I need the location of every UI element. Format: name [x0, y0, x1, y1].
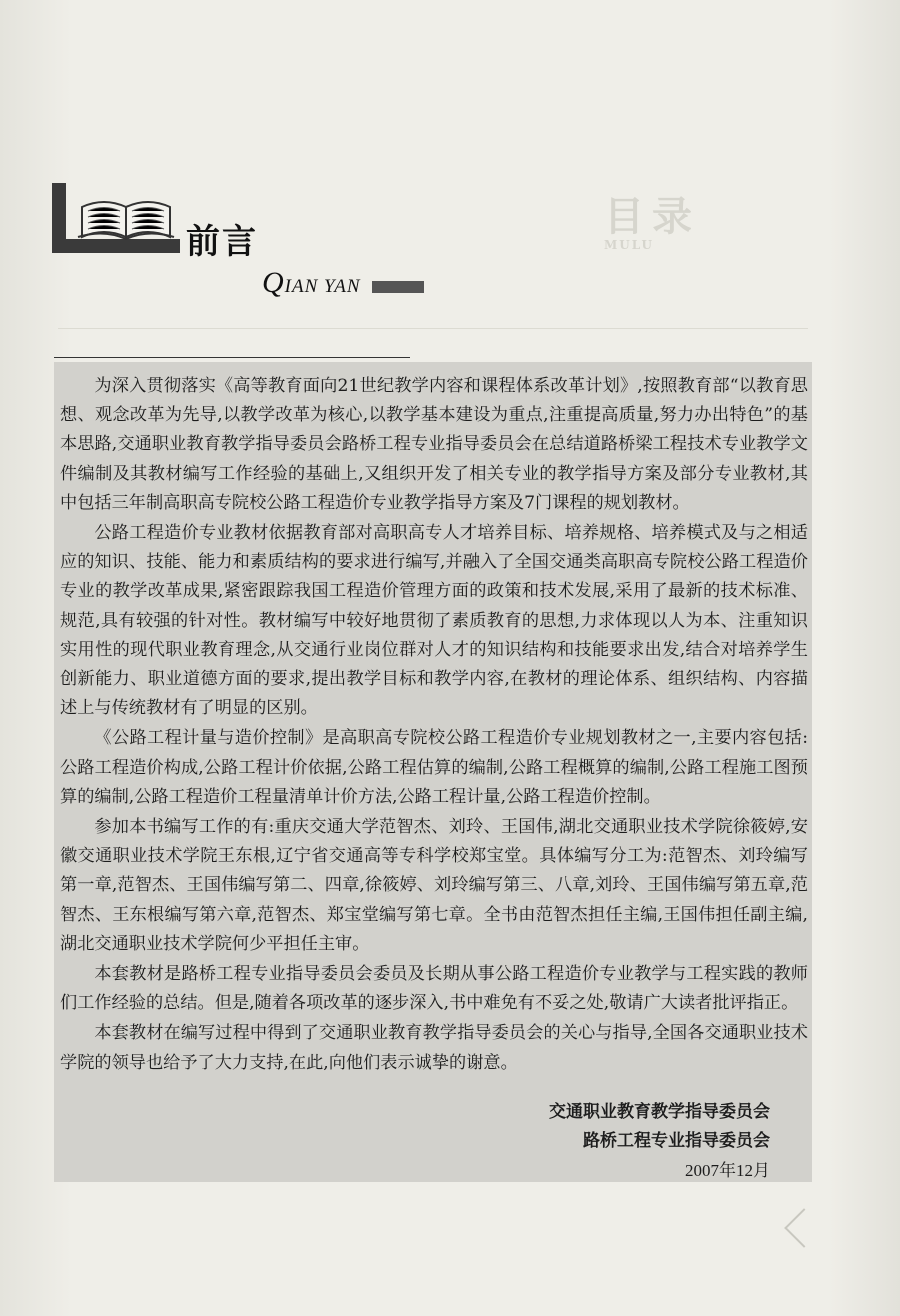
- signature-date: 2007年12月: [685, 1161, 770, 1180]
- bleed-through-text: 目录 MULU: [604, 193, 700, 252]
- open-book-icon: [74, 193, 178, 241]
- title-accent-bar: [372, 281, 424, 293]
- paragraph: 本套教材是路桥工程专业指导委员会委员及长期从事公路工程造价专业教学与工程实践的教师们工作经验的总结。但是,随着各项改革的逐步深入,书中难免有不妥之处,敬请广大读者批评指正。: [60, 964, 808, 1014]
- header-emblem: [52, 183, 180, 253]
- paragraph: 《公路工程计量与造价控制》是高职高专院校公路工程造价专业规划教材之一,主要内容包括:公路工程造价构成,公路工程计价依据,公路工程估算的编制,公路工程概算的编制,公路工程施工图预算的编制,公路工程造价工程量清单计价方法,公路工程计量,公路工程造价控制。: [60, 728, 808, 807]
- signature-org-1: 交通职业教育教学指导委员会: [549, 1102, 770, 1122]
- pinyin-rest: IAN YAN: [284, 276, 361, 297]
- emblem-horizontal-bar: [52, 239, 180, 253]
- page-title: 前言: [186, 222, 258, 262]
- divider-rule: [54, 357, 410, 358]
- paragraph: 公路工程造价专业教材依据教育部对高职高专人才培养目标、培养规格、培养模式及与之相适应的知识、技能、能力和素质结构的要求进行编写,并融入了全国交通类高职高专院校公路工程造价专业的教学改革成果,紧密跟踪我国工程造价管理方面的政策和技术发展,采用了最新的技术标准、规范,具有较强的针对性。教材编写中较好地贯彻了素质教育的思想,力求体现以人为本、注重知识实用性的现代职业教育理念,从交通行业岗位群对人才的知识结构和技能要求出发,结合对培养学生创新能力、职业道德方面的要求,提出教学目标和教学内容,在教材的理论体系、组织结构、内容描述上与传统教材有了明显的区别。: [60, 523, 808, 719]
- paragraph: 为深入贯彻落实《高等教育面向21世纪教学内容和课程体系改革计划》,按照教育部“以教育思想、观念改革为先导,以教学改革为核心,以教学基本建设为重点,注重提高质量,努力办出特色”的基本思路,交通职业教育教学指导委员会路桥工程专业指导委员会在总结道路桥梁工程技术专业教学文件编制及其教材编写工作经验的基础上,又组织开发了相关专业的教学指导方案及部分专业教材,其中包括三年制高职高专院校公路工程造价专业教学指导方案及7门课程的规划教材。: [60, 376, 808, 513]
- pinyin-initial: Q: [262, 266, 285, 299]
- signature-block: [549, 1098, 770, 1185]
- paragraph: 参加本书编写工作的有:重庆交通大学范智杰、刘玲、王国伟,湖北交通职业技术学院徐筱婷,安徽交通职业技术学院王东根,辽宁省交通高等专科学校郑宝堂。具体编写分工为:范智杰、刘玲编写第一章,范智杰、王国伟编写第二、四章,徐筱婷、刘玲编写第三、八章,刘玲、王国伟编写第五章,范智杰、王东根编写第六章,范智杰、郑宝堂编写第七章。全书由范智杰担任主编,王国伟担任副主编,湖北交通职业技术学院何少平担任主审。: [60, 817, 808, 954]
- page-title-pinyin: [262, 266, 361, 300]
- signature-org-2: 路桥工程专业指导委员会: [583, 1131, 770, 1151]
- paragraph: 本套教材在编写过程中得到了交通职业教育教学指导委员会的关心与指导,全国各交通职业技术学院的领导也给予了大力支持,在此,向他们表示诚挚的谢意。: [60, 1023, 808, 1073]
- bleed-through-line: [58, 328, 808, 329]
- preface-body: [60, 372, 808, 1079]
